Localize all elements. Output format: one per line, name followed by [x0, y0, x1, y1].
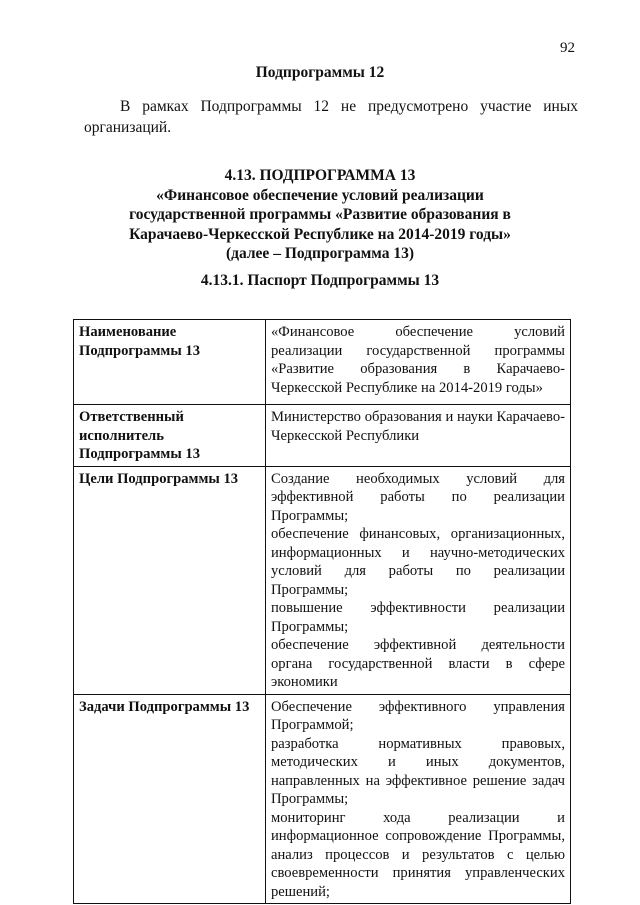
page-number: 92 [560, 40, 575, 56]
intro-paragraph: В рамках Подпрограммы 12 не предусмотрено участие иных организаций. [84, 98, 578, 136]
row-value-name: «Финансовое обеспечение условий реализации государственной программы «Развитие образования в Карачаево-Черкесской Республике на 2014-2019 годы» [266, 320, 571, 405]
goal-item: Создание необходимых условий для эффективной работы по реализации Программы; [271, 470, 565, 524]
task-item: Обеспечение эффективного управления Программой; [271, 698, 565, 733]
section-heading-line-2: «Финансовое обеспечение условий реализации [156, 186, 484, 204]
goal-item: обеспечение эффективной деятельности органа государственной власти в сфере экономики [271, 637, 565, 690]
section-heading-line-5: (далее – Подпрограмма 13) [225, 245, 415, 262]
section-heading-line-4: Карачаево-Черкесской Республике на 2014-2019 годы» [129, 225, 511, 243]
goal-item: повышение эффективности реализации Программы; [271, 600, 565, 635]
row-label-tasks: Задачи Подпрограммы 13 [74, 694, 266, 904]
passport-heading: 4.13.1. Паспорт Подпрограммы 13 [200, 272, 440, 289]
section-heading [110, 166, 530, 264]
subprogram-12-heading: Подпрограммы 12 [255, 64, 385, 81]
row-value-responsible: Министерство образования и науки Карачаево-Черкесской Республики [266, 405, 571, 467]
row-label-name: Наименование Подпрограммы 13 [74, 320, 266, 405]
table-row [74, 405, 571, 467]
table-row [74, 320, 571, 405]
row-value-goals [266, 466, 571, 694]
row-label-responsible: Ответственный исполнитель Подпрограммы 13 [74, 405, 266, 467]
row-value-tasks [266, 694, 571, 904]
table-row [74, 466, 571, 694]
task-item: разработка нормативных правовых, методических и иных документов, направленных на эффективное решение задач Программы; [271, 735, 565, 807]
passport-table [73, 319, 571, 904]
task-item: мониторинг хода реализации и информационное сопровождение Программы, анализ процессов и результатов с целью своевременности принятия управленческих решений; [271, 809, 565, 900]
section-heading-line-1: 4.13. ПОДПРОГРАММА 13 [224, 167, 416, 184]
goal-item: обеспечение финансовых, организационных, информационных и научно-методических условий для работы по реализации Программы; [271, 526, 565, 598]
row-label-goals: Цели Подпрограммы 13 [74, 466, 266, 694]
table-row [74, 694, 571, 904]
section-heading-line-3: государственной программы «Развитие образования в [129, 206, 511, 223]
